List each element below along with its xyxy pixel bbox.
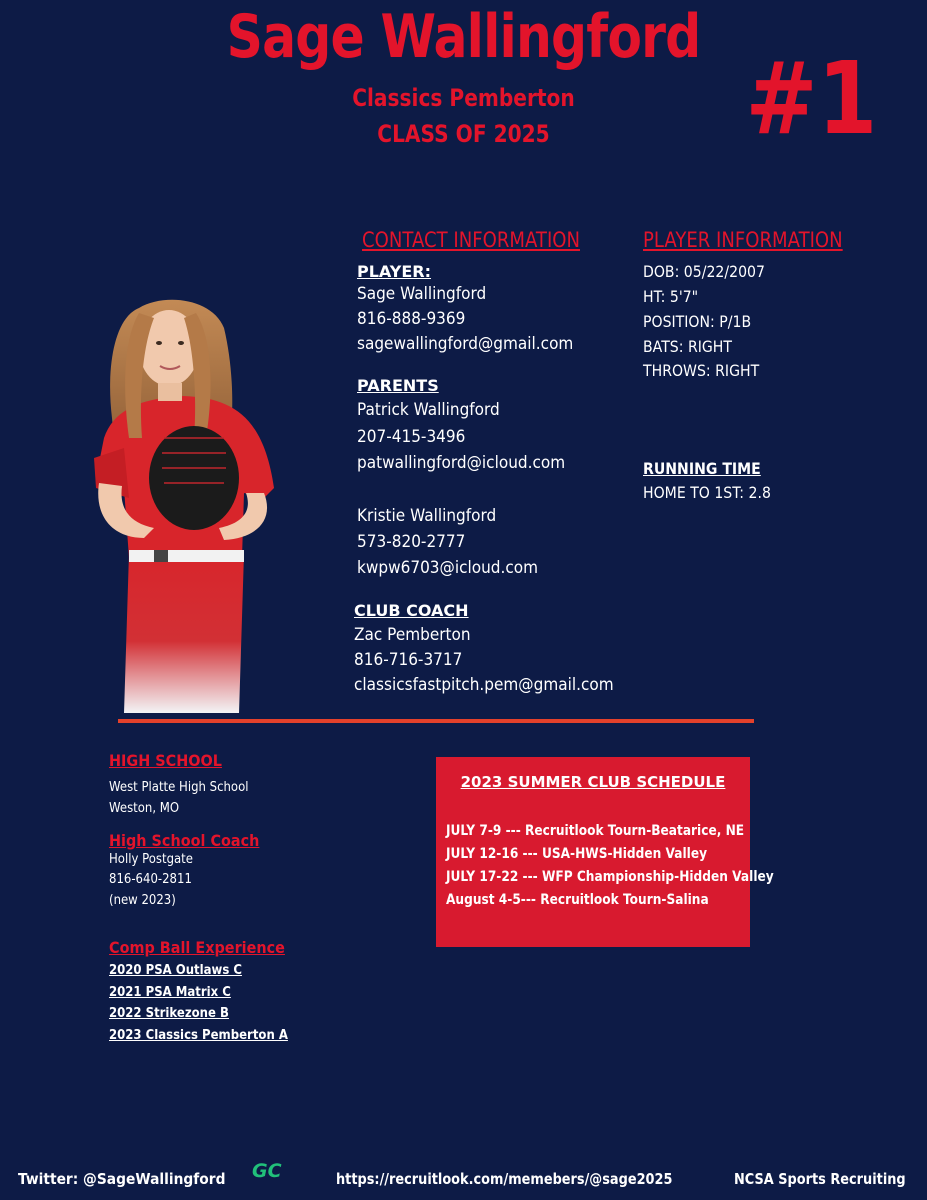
club-coach-name: Zac Pemberton [354,625,471,645]
club-coach-phone[interactable]: 816-716-3717 [354,650,463,670]
parent1-name: Patrick Wallingford [357,400,500,420]
parent2-email[interactable]: kwpw6703@icloud.com [357,558,539,578]
parent1-phone[interactable]: 207-415-3496 [357,427,466,447]
club-coach-label: CLUB COACH [354,601,469,620]
comp-ball-item: 2021 PSA Matrix C [109,985,231,1000]
high-school-location: Weston, MO [109,801,180,816]
ncsa-label: NCSA Sports Recruiting [734,1170,906,1188]
summer-schedule-box [436,757,774,947]
class-year: CLASS OF 2025 [377,120,550,148]
comp-ball-heading-rest: omp Ball Experience [119,938,285,957]
running-time-label: RUNNING TIME [643,459,761,478]
schedule-title: 2023 SUMMER CLUB SCHEDULE [460,773,726,791]
player-contact-name: Sage Wallingford [357,284,487,304]
player-info-heading: PLAYER INFORMATION [643,228,843,252]
schedule-item: JULY 12-16 --- USA-HWS-Hidden Valley [446,846,708,862]
player-photo [84,288,294,713]
comp-ball-heading [109,938,285,957]
schedule-item: JULY 7-9 --- Recruitlook Tourn-Beatarice, NE [446,823,745,839]
team-name: Classics Pemberton [352,84,575,112]
gamechanger-logo-icon: GC [252,1160,282,1182]
parents-label: PARENTS [357,376,439,395]
player-phone[interactable]: 816-888-9369 [357,309,466,329]
hs-coach-phone: 816-640-2811 [109,872,192,887]
throws: THROWS: RIGHT [643,361,760,380]
home-to-first: HOME TO 1ST: 2.8 [643,483,771,502]
comp-ball-item: 2020 PSA Outlaws C [109,963,242,978]
hs-coach-heading: High School Coach [109,831,260,850]
player-name-title: Sage Wallingford [226,2,701,72]
recruitlook-link[interactable]: https://recruitlook.com/memebers/@sage2025 [336,1170,673,1188]
high-school-name: West Platte High School [109,780,249,795]
height: HT: 5'7" [643,287,699,306]
twitter-handle[interactable]: Twitter: @SageWallingford [18,1170,226,1188]
player-label: PLAYER: [357,262,432,281]
schedule-item: August 4-5--- Recruitlook Tourn-Salina [446,892,709,908]
bats: BATS: RIGHT [643,337,732,356]
club-coach-email[interactable]: classicsfastpitch.pem@gmail.com [354,675,614,695]
high-school-heading: HIGH SCHOOL [109,751,222,770]
position: POSITION: P/1B [643,312,752,331]
jersey-number: #1 [745,40,877,157]
parent2-phone[interactable]: 573-820-2777 [357,532,466,552]
player-email[interactable]: sagewallingford@gmail.com [357,334,574,354]
dob: DOB: 05/22/2007 [643,262,765,281]
parent1-email[interactable]: patwallingford@icloud.com [357,453,566,473]
contact-info-heading: CONTACT INFORMATION [362,228,580,252]
parent2-name: Kristie Wallingford [357,506,497,526]
comp-ball-item: 2023 Classics Pemberton A [109,1028,288,1043]
hs-coach-name: Holly Postgate [109,852,193,867]
hs-coach-note: (new 2023) [109,893,176,908]
schedule-list [446,820,774,912]
comp-ball-heading-initial: C [109,938,120,957]
section-divider [118,719,754,723]
comp-ball-item: 2022 Strikezone B [109,1006,229,1021]
schedule-item: JULY 17-22 --- WFP Championship-Hidden Valley [446,869,774,885]
